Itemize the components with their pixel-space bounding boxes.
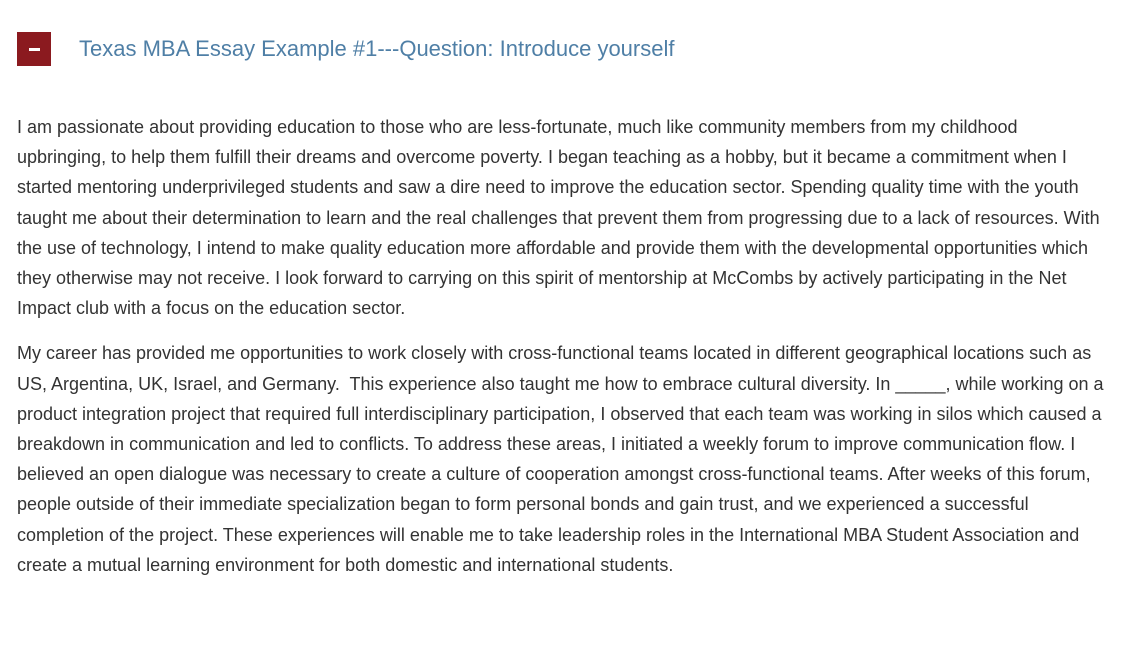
accordion-header[interactable] <box>17 32 674 66</box>
minus-icon <box>29 48 40 51</box>
essay-body <box>17 112 1109 595</box>
essay-paragraph-2: My career has provided me opportunities to work closely with cross-functional teams located in different geographical locations such as US, Argentina, UK, Israel, and Germany. This experience also taught me how to embrace cultural diversity. In _____, while working on a product integration project that required full interdisciplinary participation, I observed that each team was working in silos which caused a breakdown in communication and led to conflicts. To address these areas, I initiated a weekly forum to improve communication flow. I believed an open dialogue was necessary to create a culture of cooperation amongst cross-functional teams. After weeks of this forum, people outside of their immediate specialization began to form personal bonds and gain trust, and we experienced a successful completion of the project. These experiences will enable me to take leadership roles in the International MBA Student Association and create a mutual learning environment for both domestic and international students. <box>17 343 1109 575</box>
accordion-title[interactable]: Texas MBA Essay Example #1---Question: Introduce yourself <box>79 36 675 61</box>
collapse-button[interactable] <box>17 32 51 66</box>
essay-paragraph-1: I am passionate about providing education to those who are less-fortunate, much like community members from my childhood upbringing, to help them fulfill their dreams and overcome poverty. I began teaching as a hobby, but it became a commitment when I started mentoring underprivileged students and saw a dire need to improve the education sector. Spending quality time with the youth taught me about their determination to learn and the real challenges that prevent them from progressing due to a lack of resources. With the use of technology, I intend to make quality education more affordable and provide them with the developmental opportunities which they otherwise may not receive. I look forward to carrying on this spirit of mentorship at McCombs by actively participating in the Net Impact club with a focus on the education sector. <box>17 117 1105 319</box>
